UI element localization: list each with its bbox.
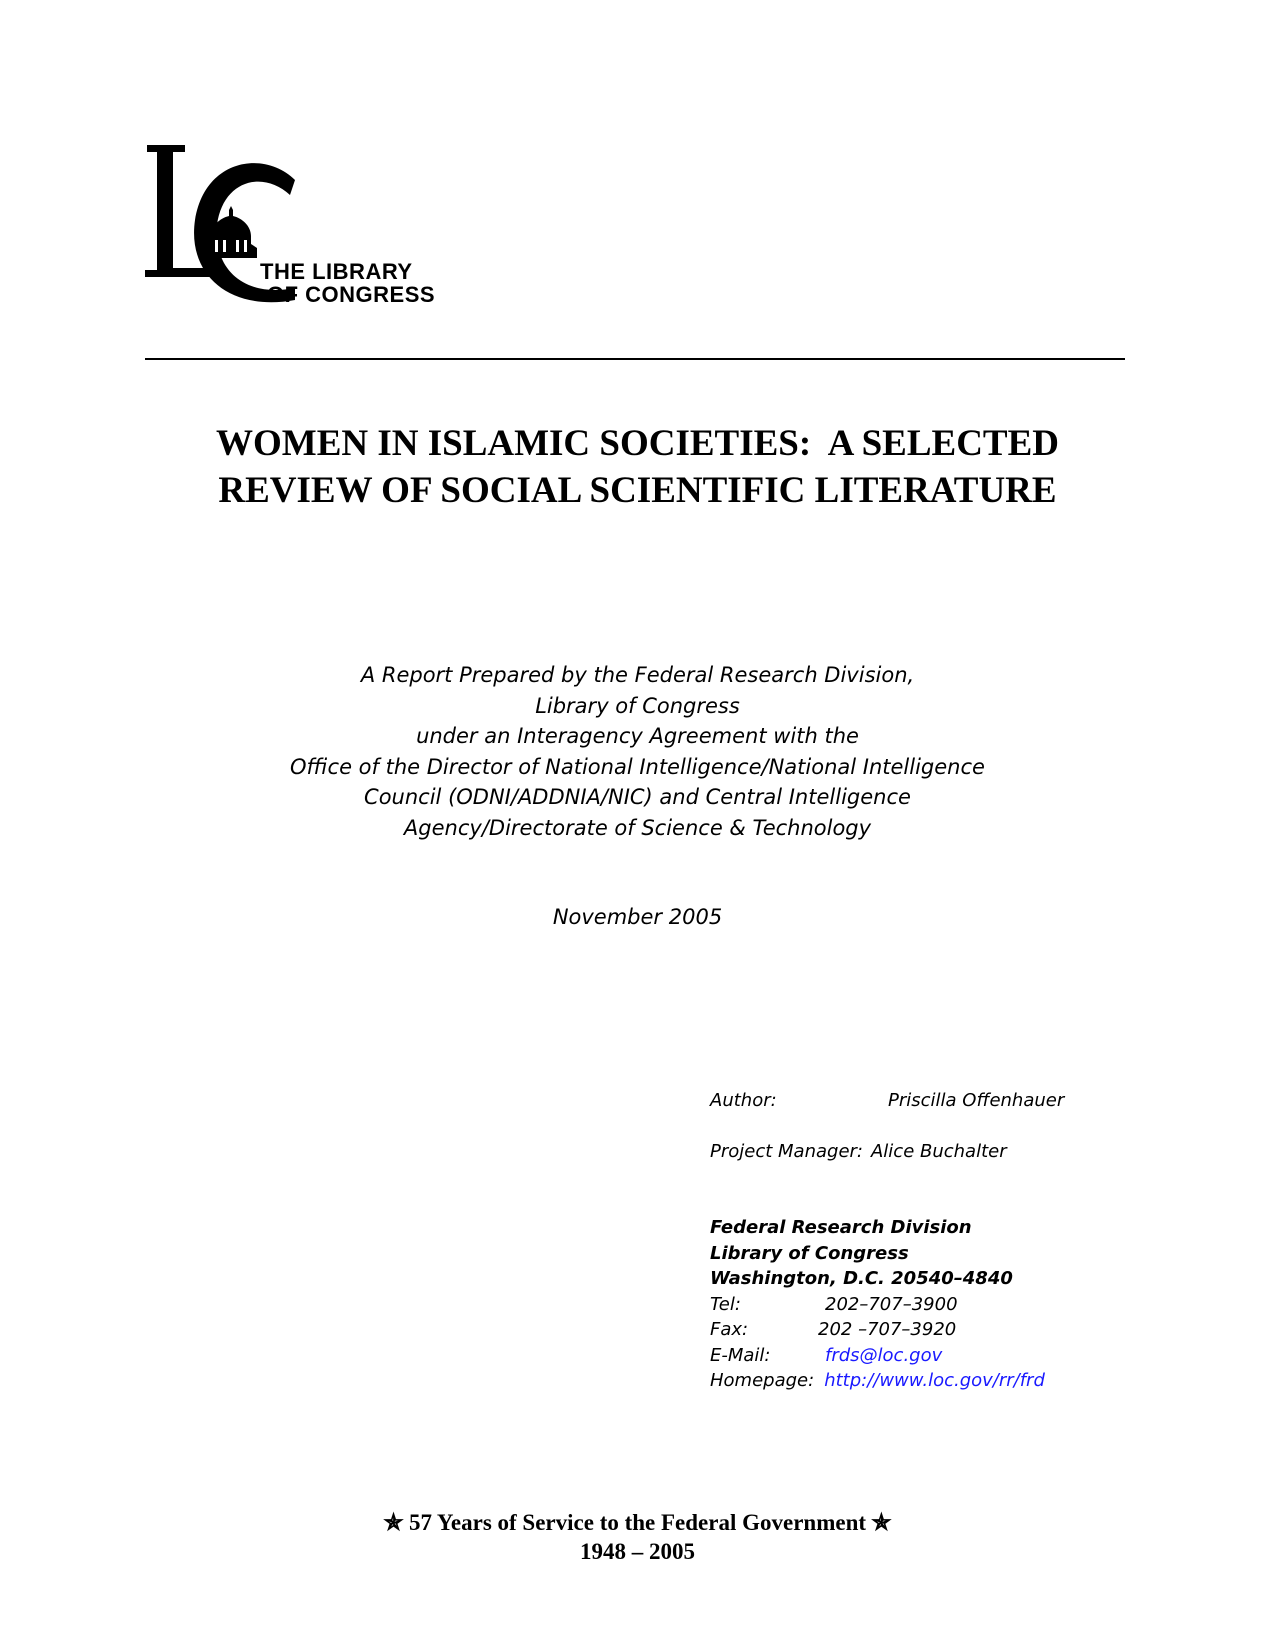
title-line-1: WOMEN IN ISLAMIC SOCIETIES: A SELECTED xyxy=(216,423,1059,464)
project-manager-row xyxy=(710,1139,1064,1165)
credits xyxy=(710,1088,1064,1165)
author-label: Author: xyxy=(710,1090,777,1111)
fax-row xyxy=(710,1317,1045,1343)
project-manager-name: Alice Buchalter xyxy=(870,1141,1007,1162)
report-line: Library of Congress xyxy=(535,693,740,718)
title-line-2: REVIEW OF SOCIAL SCIENTIFIC LITERATURE xyxy=(218,470,1057,511)
homepage-row xyxy=(710,1368,1045,1394)
email-label: E-Mail: xyxy=(710,1344,771,1366)
email-link[interactable]: frds@loc.gov xyxy=(825,1344,943,1366)
logo-line-1: THE LIBRARY xyxy=(260,259,413,284)
homepage-link[interactable]: http://www.loc.gov/rr/frd xyxy=(824,1370,1045,1391)
logo-line-2: OF CONGRESS xyxy=(267,282,436,307)
report-line: Agency/Directorate of Science & Technology xyxy=(403,815,872,840)
fax-value: 202 –707–3920 xyxy=(818,1319,957,1340)
footer-years: 1948 – 2005 xyxy=(580,1539,695,1564)
fax-label: Fax: xyxy=(710,1319,749,1340)
report-line: under an Interagency Agreement with the xyxy=(416,724,859,748)
report-line: Council (ODNI/ADDNIA/NIC) and Central Intelligence xyxy=(364,785,911,809)
footer xyxy=(0,1508,1275,1566)
org-line: Washington, D.C. 20540–4840 xyxy=(710,1268,1013,1289)
library-of-congress-logo xyxy=(145,140,485,325)
tel-value: 202–707–3900 xyxy=(825,1293,958,1315)
email-row xyxy=(710,1343,1045,1369)
document-title xyxy=(0,420,1275,514)
contact-block xyxy=(710,1215,1045,1394)
report-line: A Report Prepared by the Federal Research Division, xyxy=(360,663,915,687)
project-manager-label: Project Manager: xyxy=(710,1141,863,1162)
report-statement xyxy=(0,660,1275,843)
header-divider xyxy=(145,358,1125,360)
logo-wordmark xyxy=(260,260,435,306)
homepage-label: Homepage: xyxy=(710,1370,815,1391)
author-row xyxy=(710,1088,1064,1114)
footer-service-line: ✯ 57 Years of Service to the Federal Government ✯ xyxy=(383,1510,892,1535)
tel-row xyxy=(710,1292,1045,1318)
report-line: Office of the Director of National Intelligence/National Intelligence xyxy=(290,754,985,779)
org-line: Federal Research Division xyxy=(710,1217,972,1238)
tel-label: Tel: xyxy=(710,1293,741,1315)
author-name: Priscilla Offenhauer xyxy=(888,1090,1065,1111)
org-line: Library of Congress xyxy=(710,1242,909,1264)
publication-date: November 2005 xyxy=(552,905,723,929)
